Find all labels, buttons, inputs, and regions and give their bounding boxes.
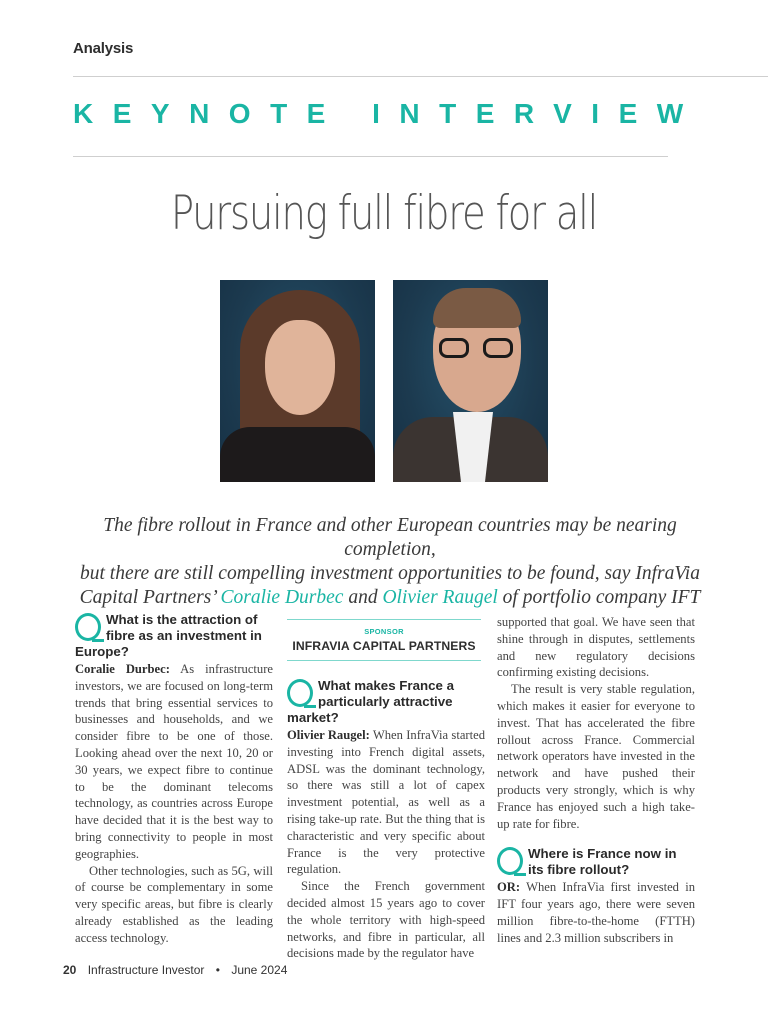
portrait-coralie-durbec xyxy=(220,280,375,482)
standfirst-text: and xyxy=(343,587,383,608)
page-number: 20 xyxy=(63,963,77,977)
article-column-3 xyxy=(497,614,695,947)
page-title: Pursuing full fibre for all xyxy=(170,186,598,241)
question-text: What is the attraction of fibre as an investment in Europe? xyxy=(75,612,262,659)
interviewee-name-1: Coralie Durbec xyxy=(220,587,344,608)
top-divider xyxy=(73,76,768,77)
answer-paragraph xyxy=(497,879,695,946)
interviewee-name-2: Olivier Raugel xyxy=(382,587,498,608)
question-text: Where is France now in its fibre rollout? xyxy=(528,846,677,878)
speaker-name: Olivier Raugel: xyxy=(287,728,370,742)
portrait-olivier-raugel xyxy=(393,280,548,482)
separator-dot: • xyxy=(215,963,220,977)
standfirst xyxy=(60,514,720,610)
answer-paragraph: Other technologies, such as 5G, will of course be complementary in some very specific areas, but fibre is clearly already established as the leading access technology. xyxy=(75,863,273,945)
answer-paragraph xyxy=(75,661,273,863)
sponsor-label: SPONSOR xyxy=(364,627,404,636)
article-column-2 xyxy=(287,678,485,962)
page-footer xyxy=(63,963,287,977)
question-heading xyxy=(287,678,485,726)
speaker-name: OR: xyxy=(497,880,521,895)
standfirst-line-1: The fibre rollout in France and other European countries may be nearing completion, xyxy=(103,515,677,560)
answer-paragraph: The result is very stable regulation, which makes it easier for everyone to invest. That has accelerated the fibre rollout across France. Commercial network operators have invested in the network and have pushed their products very strongly, which is why France has enjoyed such a high take-up rate for fibre. xyxy=(497,682,695,831)
standfirst-line-3 xyxy=(60,586,720,610)
sponsor-name: INFRAVIA CAPITAL PARTNERS xyxy=(292,639,476,653)
answer-paragraph xyxy=(287,727,485,878)
kicker-title: KEYNOTE INTERVIEW xyxy=(73,98,703,129)
q-mark-icon xyxy=(75,613,106,644)
question-heading xyxy=(497,846,695,878)
answer-text: When InfraVia started investing into French digital assets, ADSL was the dominant technology, so there was still a lot of capex investment potential, as well as a rising take-up rate. But the thing that is characteristic and very specific about France is the very protective regulation. xyxy=(287,728,485,877)
standfirst-line-2: but there are still compelling investment opportunities to be found, say InfraVia xyxy=(80,563,700,584)
question-text: What makes France a particularly attractive market? xyxy=(287,678,454,725)
sponsor-box xyxy=(287,619,481,661)
answer-paragraph: Since the French government decided almost 15 years ago to cover the whole territory with high-speed networks, and fibre in particular, all decisions made by the regulator have xyxy=(287,879,485,961)
publication-name: Infrastructure Investor xyxy=(87,963,205,977)
continuation-paragraph: supported that goal. We have seen that shine through in disputes, settlements and new regulatory decisions confirming existing decisions. xyxy=(497,615,695,680)
answer-text: When InfraVia first invested in IFT four years ago, there were seven million fibre-to-the-home (FTTH) lines and 2.3 million subscribers in xyxy=(497,880,695,945)
section-label: Analysis xyxy=(73,40,134,57)
q-mark-icon xyxy=(287,679,318,710)
kicker-divider xyxy=(73,156,668,157)
answer-text: As infrastructure investors, we are focused on long-term trends that bring essential services to businesses and households, and we consider fibre to be one of those. Looking ahead over the next 10, 20 or 30 years, we expect fibre to continue to be the dominant telecoms technology, as countries across Europe have decided that it is the best way to bring connectivity to people in most geographies. xyxy=(75,662,273,861)
article-column-1 xyxy=(75,612,273,947)
issue-date: June 2024 xyxy=(231,963,288,977)
standfirst-text: Capital Partners’ xyxy=(79,587,221,608)
q-mark-icon xyxy=(497,847,528,878)
speaker-name: Coralie Durbec: xyxy=(75,662,170,676)
standfirst-text: of portfolio company IFT xyxy=(497,587,701,608)
question-heading xyxy=(75,612,273,660)
